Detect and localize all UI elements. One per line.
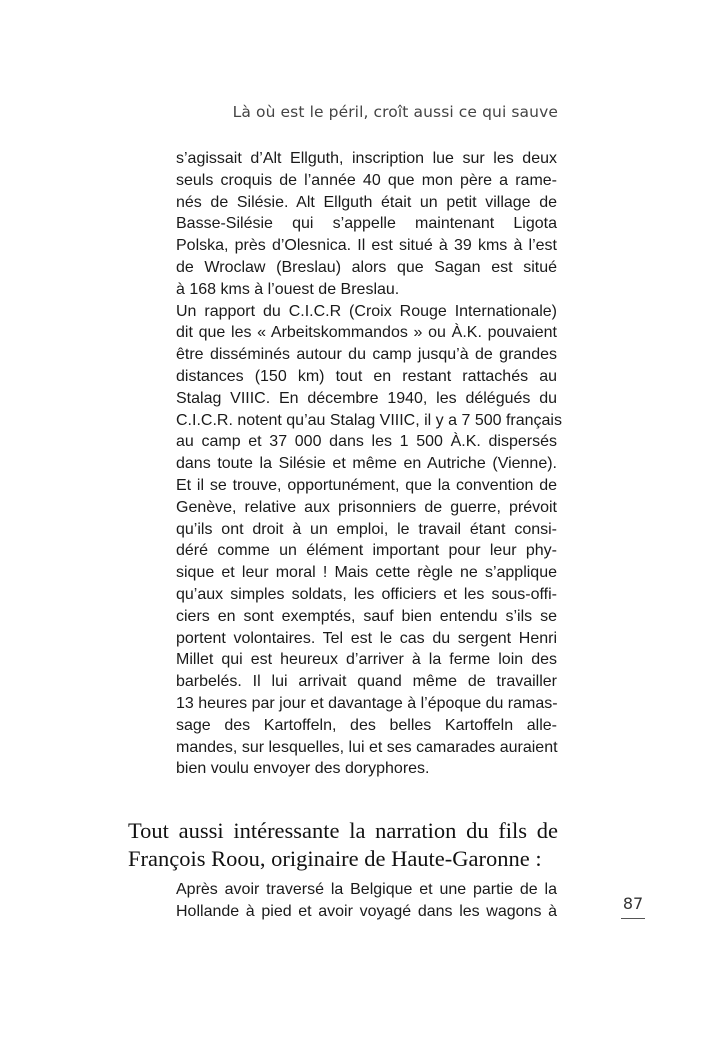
text-line: seuls croquis de l’année 40 que mon père a rame- xyxy=(176,171,557,189)
text-line: bien voulu envoyer des doryphores. xyxy=(176,760,430,778)
text-line: portent volontaires. Tel est le cas du sergent Henri xyxy=(176,629,557,647)
text-line: Un rapport du C.I.C.R (Croix Rouge Internationale) xyxy=(176,302,557,320)
text-line: déré comme un élément important pour leur phy- xyxy=(176,542,557,560)
text-line: sage des Kartoffeln, des belles Kartoffeln alle- xyxy=(176,716,557,734)
text-line: de Wroclaw (Breslau) alors que Sagan est situé xyxy=(176,258,557,276)
running-head: Là où est le péril, croît aussi ce qui sauve xyxy=(232,103,558,121)
text-line: dit que les « Arbeitskommandos » ou À.K. pouvaient xyxy=(176,324,557,342)
text-line: mandes, sur lesquelles, lui et ses camarades auraient xyxy=(176,738,558,756)
text-line: Hollande à pied et avoir voyagé dans les wagons à xyxy=(176,903,557,920)
page-number-rule xyxy=(621,918,645,919)
text-line: Basse-Silésie qui s’appelle maintenant Ligota xyxy=(176,215,557,233)
narration-paragraph xyxy=(128,817,558,873)
quote-block xyxy=(176,148,562,780)
text-line: 13 heures par jour et davantage à l’époque du ramas- xyxy=(176,694,558,712)
text-line: barbelés. Il lui arrivait quand même de travailler xyxy=(176,673,557,691)
text-line: s’agissait d’Alt Ellguth, inscription lue sur les deux xyxy=(176,150,557,167)
text-line: C.I.C.R. notent qu’au Stalag VIIIC, il y a 7 500 français xyxy=(176,411,562,429)
text-line: Millet qui est heureux d’arriver à la ferme loin des xyxy=(176,651,557,669)
text-line: Polska, près d’Olesnica. Il est situé à 39 kms à l’est xyxy=(176,237,557,255)
text-line: Genève, relative aux prisonniers de guerre, prévoit xyxy=(176,498,557,516)
quote-block-continued xyxy=(176,879,557,923)
text-line: Stalag VIIIC. En décembre 1940, les délégués du xyxy=(176,389,557,407)
text-line: qu’ils ont droit à un emploi, le travail étant consi- xyxy=(176,520,557,538)
text-line: François Roou, originaire de Haute-Garonne : xyxy=(128,846,542,871)
text-line: sique et leur moral ! Mais cette règle ne s’applique xyxy=(176,564,557,582)
text-line: nés de Silésie. Alt Ellguth était un petit village de xyxy=(176,193,557,211)
text-line: Et il se trouve, opportunément, que la convention de xyxy=(176,476,557,494)
text-line: distances (150 km) tout en restant rattachés au xyxy=(176,367,557,385)
text-line: qu’aux simples soldats, les officiers et les sous-offi- xyxy=(176,585,557,603)
text-line: au camp et 37 000 dans les 1 500 À.K. dispersés xyxy=(176,433,557,451)
text-line: dans toute la Silésie et même en Autriche (Vienne). xyxy=(176,455,557,473)
text-line: à 168 kms à l’ouest de Breslau. xyxy=(176,280,400,298)
text-line: Après avoir traversé la Belgique et une partie de la xyxy=(176,881,557,898)
text-line: Tout aussi intéressante la narration du fils de xyxy=(128,818,558,843)
page-number: 87 xyxy=(622,894,644,913)
text-line: être disséminés autour du camp jusqu’à de grandes xyxy=(176,346,557,364)
text-line: ciers en sont exemptés, sauf bien entendu s’ils se xyxy=(176,607,557,625)
